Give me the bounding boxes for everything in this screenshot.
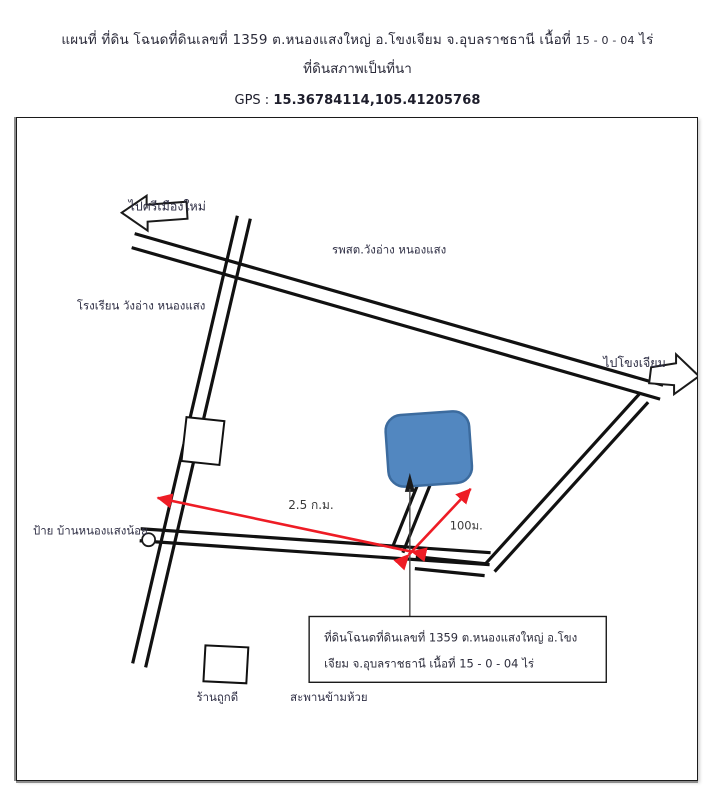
label-to-khong-chiam: ไปโขงเจียม — [603, 355, 666, 371]
document-header — [0, 0, 715, 108]
label-distance-west: 2.5 ก.ม. — [288, 497, 334, 512]
page-title-main: แผนที่ ที่ดิน โฉนดที่ดินเลขที่ 1359 ต.หนองแสงใหญ่ อ.โขงเจียม จ.อุบลราชธานี เนื้อที่ — [61, 32, 572, 48]
land-parcel[interactable] — [385, 406, 474, 488]
map-frame — [16, 117, 698, 781]
label-distance-south: 100ม. — [449, 518, 483, 533]
label-health-center: รพสต.วังอ่าง หนองแสง — [332, 242, 447, 257]
gps-line — [0, 93, 715, 108]
parcel-callout-box — [309, 616, 606, 682]
label-bridge: สะพานข้ามห้วย — [290, 690, 368, 705]
page-subtitle: ที่ดินสภาพเป็นที่นา — [303, 61, 412, 77]
label-school: โรงเรียน วังอ่าง หนองแสง — [76, 298, 206, 313]
gps-value: 15.36784114,105.41205768 — [273, 93, 481, 108]
page-title — [0, 30, 715, 51]
land-parcel-polygon[interactable] — [385, 410, 474, 487]
label-to-si-mueang-mai: ไปศรีเมืองใหม่ — [128, 198, 206, 214]
gps-label: GPS : — [234, 93, 270, 108]
road-east-connector — [486, 394, 649, 571]
label-village-sign: ป้าย บ้านหนองแสงน้อย — [32, 523, 148, 538]
road-main-highway — [132, 234, 663, 400]
map-canvas — [17, 118, 697, 780]
label-shop: ร้านถูกดี — [196, 690, 239, 705]
callout-line-2: เจียม จ.อุบลราชธานี เนื้อที่ 15 - 0 - 04 ไร่ — [324, 656, 535, 671]
building-shop — [203, 645, 248, 683]
page-title-unit: ไร่ — [639, 32, 654, 48]
callout-line-1: ที่ดินโฉนดที่ดินเลขที่ 1359 ต.หนองแสงใหญ่ อ.โขง — [324, 630, 578, 645]
building-school — [182, 417, 225, 465]
page-title-area: 15 - 0 - 04 — [575, 34, 635, 47]
